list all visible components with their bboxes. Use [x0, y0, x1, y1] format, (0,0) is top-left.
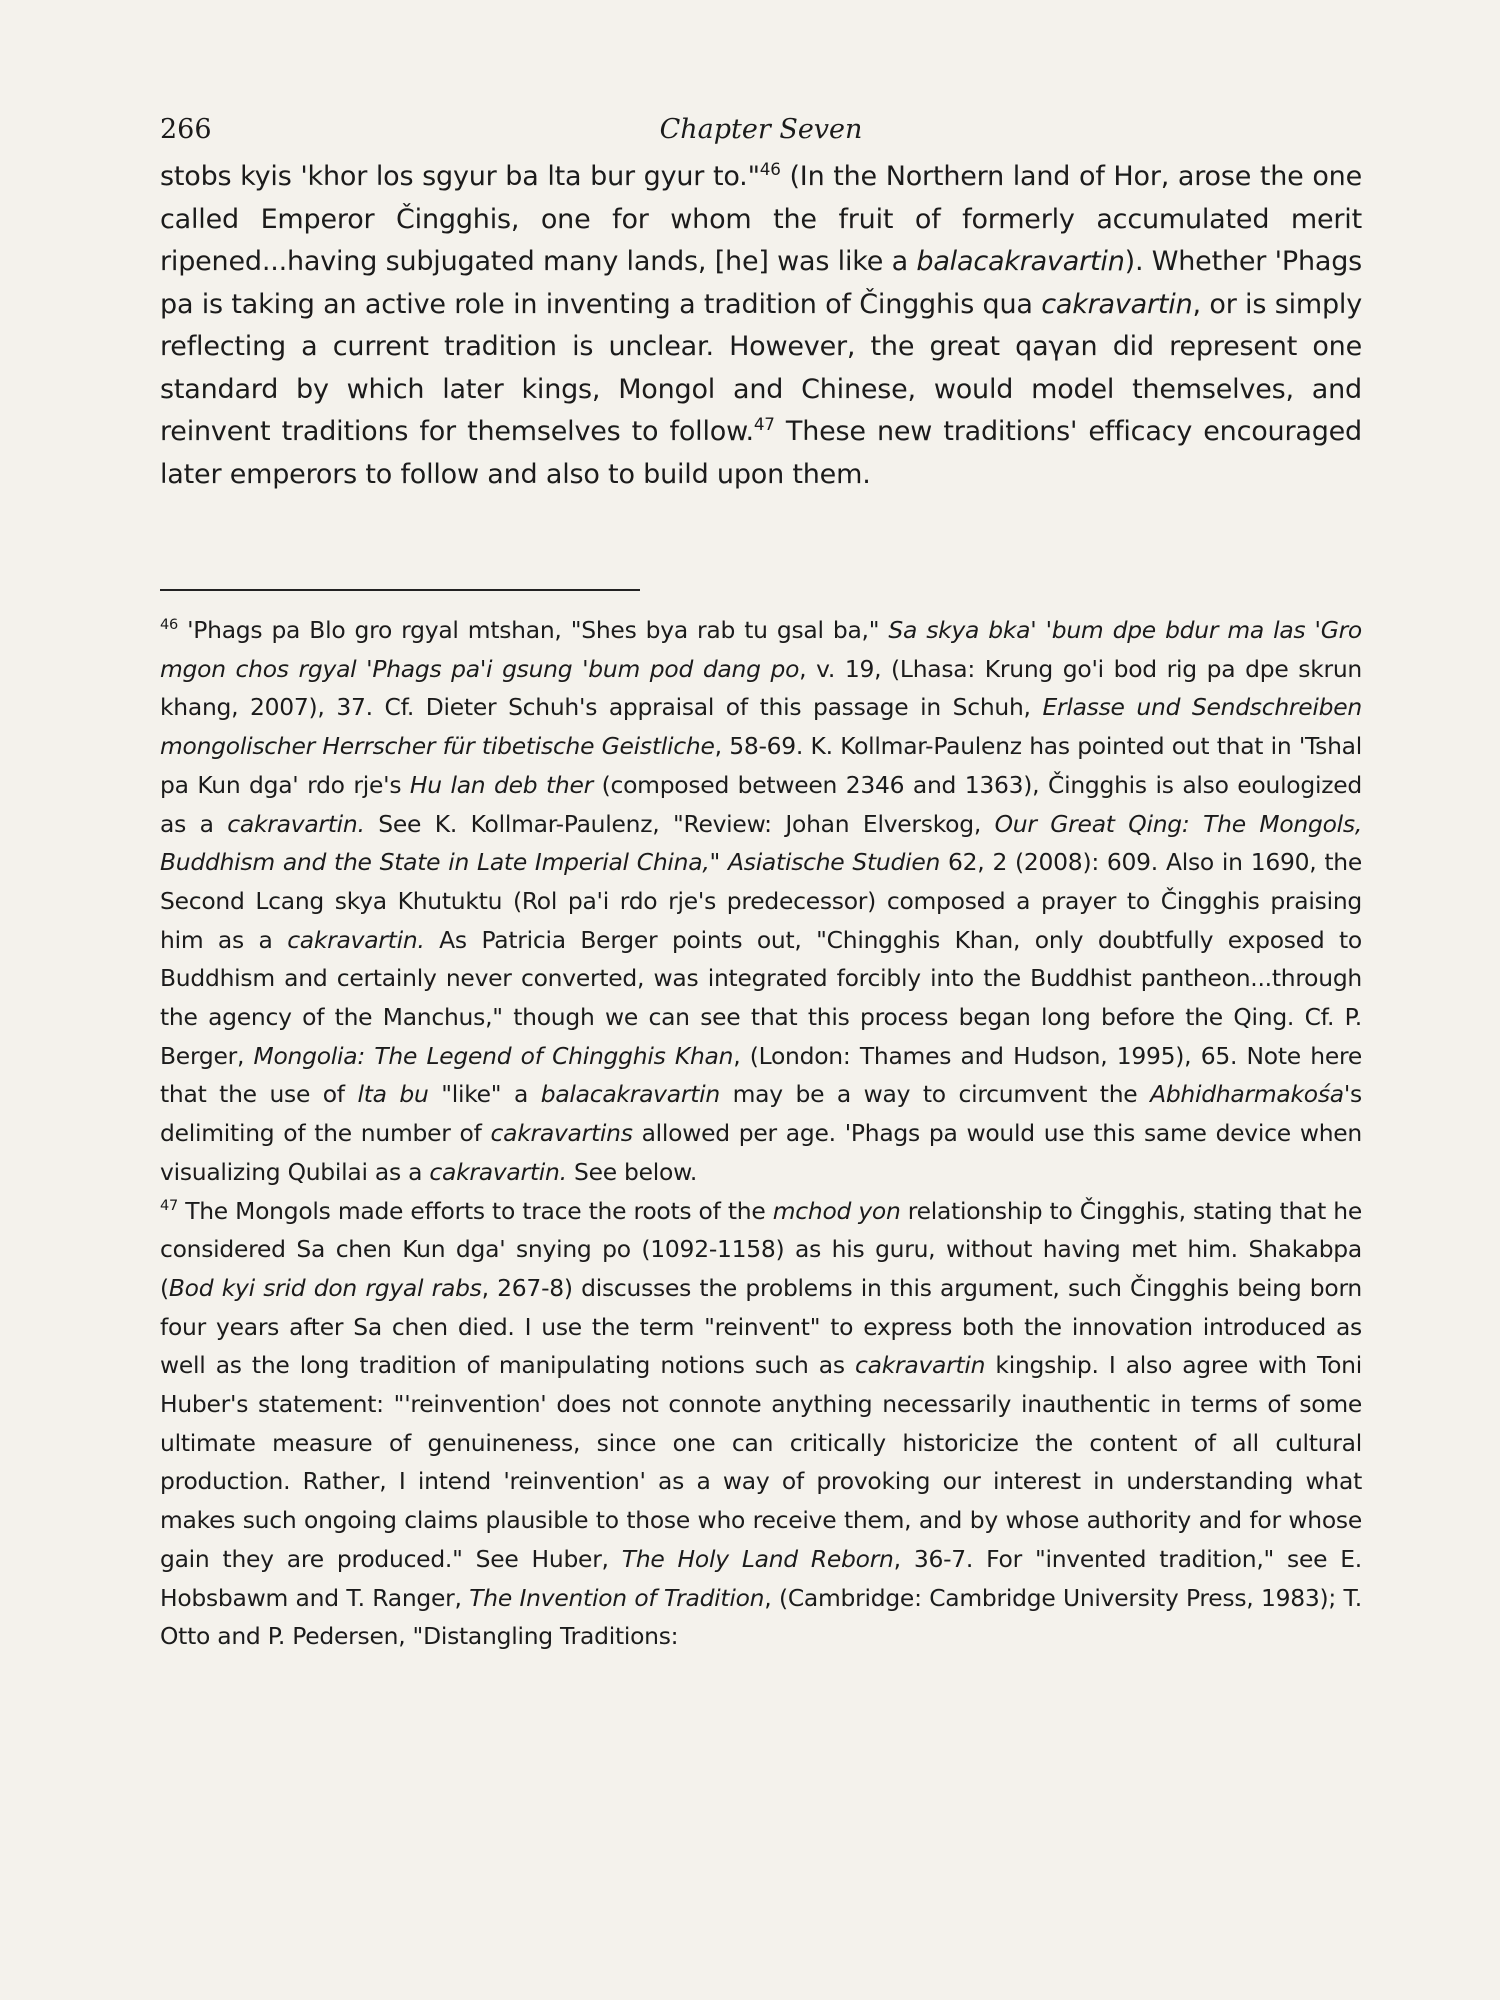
chapter-title: Chapter Seven	[659, 114, 863, 145]
footnote-italic-segment: Erlasse und Sendschreiben mongolischer Herrscher für tibetische Geistliche	[160, 693, 1362, 761]
footnotes	[160, 611, 1362, 1656]
footnote-italic-segment: Hu lan deb ther	[409, 770, 593, 799]
footnote-italic-segment: The Invention of Tradition	[469, 1583, 765, 1612]
footnote-text-segment: See K. Kollmar-Paulenz, "Review: Johan Elverskog,	[364, 809, 995, 838]
italic-term: cakravartin	[1041, 288, 1193, 320]
footnote-text-segment: "	[709, 848, 728, 877]
footnote-italic-segment: lta bu	[357, 1080, 429, 1109]
footnote-text-segment: As Patricia Berger points out, "Chingghis Khan, only doubtfully exposed to Buddhism and certainly never converted, was integrated forcibly into the Buddhist pantheon...through the agency of the Manchus," though we can see that this process began long before the Qing. Cf. P. Berger,	[160, 925, 1362, 1070]
footnote-ref-47[interactable]: 47	[753, 414, 775, 434]
footnote-italic-segment: Bod kyi srid don rgyal rabs	[168, 1273, 482, 1302]
body-text-segment: These new traditions' efficacy encouraged later emperors to follow and also to build upon them.	[160, 416, 1362, 490]
footnote-text-segment: , (Cambridge: Cambridge University Press, 1983); T. Otto and P. Pedersen, "Distangling Traditions:	[160, 1583, 1362, 1651]
body-text-segment: , or is simply reflecting a current tradition is unclear. However, the great qaγan did represent one standard by which later kings, Mongol and Chinese, would model themselves, and reinvent traditions for themselves to follow.	[160, 288, 1362, 447]
page-number: 266	[160, 114, 212, 145]
italic-term: balacakravartin	[916, 246, 1125, 277]
footnote-text-segment: , v. 19, (Lhasa: Krung go'i bod rig pa dpe skrun khang, 2007), 37. Cf. Dieter Schuh's appraisal of this passage in Schuh,	[160, 654, 1362, 722]
footnote-text-segment: may be a way to circumvent the	[719, 1080, 1151, 1109]
footnote-italic-segment: The Holy Land Reborn	[621, 1544, 894, 1573]
footnote-text-segment: relationship to Čingghis, stating that he considered Sa chen Kun dga' snying po (1092-1158) as his guru, without having met him. Shakabpa (	[160, 1196, 1362, 1302]
footnote-text-segment: 's delimiting of the number of	[160, 1080, 1362, 1148]
footnote-text-segment: (composed between 2346 and 1363), Čingghis is also eoulogized as a	[160, 770, 1362, 838]
footnote-italic-segment: cakravartin.	[429, 1157, 567, 1186]
footnote-text-segment: allowed per age. 'Phags pa would use this same device when visualizing Qubilai as a	[160, 1119, 1362, 1186]
footnote-text-segment: , 267-8) discusses the problems in this argument, such Čingghis being born four years after Sa chen died. I use the term "reinvent" to express both the innovation introduced as well as the long tradition of manipulating notions such as	[160, 1273, 1362, 1380]
main-paragraph	[160, 156, 1362, 496]
body-text-segment: stobs kyis 'khor los sgyur ba lta bur gyur to."	[160, 161, 760, 192]
footnote-text-segment: , 58-69. K. Kollmar-Paulenz has pointed out that in 'Tshal pa Kun dga' rdo rje's	[160, 732, 1363, 799]
footnote-text-segment: "like" a	[428, 1080, 541, 1109]
footnote-text-segment: 'Phags pa Blo gro rgyal mtshan, "Shes bya rab tu gsal ba,"	[177, 616, 889, 644]
footnote-number: 47	[160, 1197, 178, 1214]
footnote-47	[160, 1192, 1362, 1656]
body-text-segment: (In the Northern land of Hor, arose the one called Emperor Čingghis, one for whom the fruit of formerly accumulated merit ripened...having subjugated many lands, [he] was like a	[160, 161, 1362, 277]
footnote-italic-segment: cakravartin	[855, 1351, 986, 1380]
footnote-number: 46	[160, 617, 178, 634]
footnote-text-segment: The Mongols made efforts to trace the roots of the	[177, 1196, 773, 1225]
footnote-italic-segment: Abhidharmakośa	[1150, 1080, 1344, 1109]
footnote-46	[160, 611, 1362, 1192]
footnote-ref-46[interactable]: 46	[759, 159, 781, 179]
footnote-italic-segment: mchod yon	[772, 1196, 901, 1225]
footnote-text-segment: See below.	[566, 1157, 698, 1186]
body-text-segment: ). Whether 'Phags pa is taking an active role in inventing a tradition of Čingghis qua	[160, 246, 1363, 320]
footnote-italic-segment: Mongolia: The Legend of Chingghis Khan	[253, 1041, 734, 1070]
footnote-text-segment: 62, 2 (2008): 609. Also in 1690, the Second Lcang skya Khutuktu (Rol pa'i rdo rje's predecessor) composed a prayer to Čingghis praising him as a	[160, 848, 1362, 954]
footnote-italic-segment: Asiatische Studien	[728, 848, 941, 877]
footnote-text-segment: kingship. I also agree with Toni Huber's statement: "'reinvention' does not connote anything necessarily inauthentic in terms of some ultimate measure of genuineness, since one can critically historicize the content of all cultural production. Rather, I intend 'reinvention' as a way of provoking our interest in understanding what makes such ongoing claims plausible to those who receive them, and by whose authority and for whose gain they are produced." See Huber,	[160, 1351, 1362, 1573]
footnote-italic-segment: cakravartins	[490, 1119, 633, 1148]
footnote-italic-segment: cakravartin.	[227, 809, 365, 838]
footnote-divider	[160, 589, 640, 591]
footnote-italic-segment: cakravartin.	[287, 925, 425, 954]
footnote-italic-segment: Our Great Qing: The Mongols, Buddhism and the State in Late Imperial China,	[160, 809, 1363, 877]
footnote-text-segment: , 36-7. For "invented tradition," see E. Hobsbawm and T. Ranger,	[160, 1544, 1362, 1612]
footnote-text-segment: , (London: Thames and Hudson, 1995), 65. Note here that the use of	[160, 1041, 1362, 1109]
footnote-italic-segment: balacakravartin	[540, 1080, 720, 1109]
running-head	[160, 108, 1362, 156]
footnote-italic-segment: Sa skya bka' 'bum dpe bdur ma las 'Gro mgon chos rgyal 'Phags pa'i gsung 'bum pod dang po	[160, 616, 1362, 683]
